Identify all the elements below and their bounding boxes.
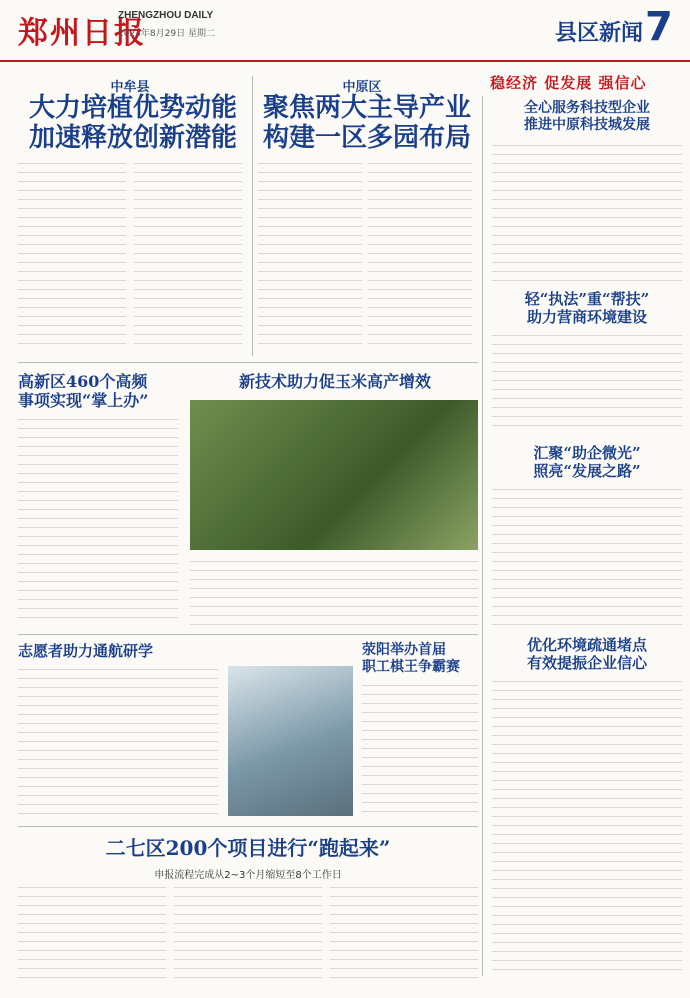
zhongyuan-body-2 (368, 160, 472, 350)
page-number: 7 (645, 4, 673, 50)
section-name: 县区新闻 (555, 20, 644, 46)
newspaper-logo-en: ZHENGZHOU DAILY (118, 10, 214, 21)
micro-headline: 汇聚“助企微光” 照亮“发展之路” (533, 444, 641, 480)
projects-body-2 (174, 884, 322, 984)
divider (18, 826, 478, 827)
projects-deck: 申报流程完成从2~3个月缩短至8个工作日 (154, 870, 342, 881)
optimize-headline: 优化环境疏通堵点 有效提振企业信心 (526, 636, 647, 672)
volunteer-body (18, 666, 218, 816)
gaoxin-body (18, 416, 178, 626)
xingyang-body (362, 682, 478, 816)
corn-body (190, 558, 478, 626)
dateline: 2023年8月29日 星期二 (118, 29, 215, 39)
newspaper-logo: 郑州日报 (18, 16, 146, 51)
zhongmou-body-2 (134, 160, 242, 350)
cornfield-photo (190, 400, 478, 550)
optimize-body (492, 678, 682, 978)
divider (18, 634, 478, 635)
projects-body-3 (330, 884, 478, 984)
zhongmou-headline: 大力培植优势动能 加速释放创新潜能 (28, 93, 237, 153)
xingyang-headline: 荥阳举办首届 职工棋王争霸赛 (362, 642, 460, 675)
divider (252, 76, 253, 356)
micro-body (492, 486, 682, 626)
service-headline: 全心服务科技型企业 推进中原科技城发展 (524, 100, 650, 133)
bus-photo (228, 666, 353, 816)
volunteer-headline: 志愿者助力通航研学 (18, 642, 154, 660)
zhongmou-body-1 (18, 160, 126, 350)
helper-headline: 轻“执法”重“帮扶” 助力营商环境建设 (524, 290, 650, 326)
service-body (492, 142, 682, 282)
divider (18, 362, 478, 363)
helper-body (492, 332, 682, 432)
zhongyuan-body-1 (258, 160, 362, 350)
projects-body-1 (18, 884, 166, 984)
zhongmou-kicker: 中牟县 (110, 80, 150, 95)
gaoxin-headline: 高新区460个高频 事项实现“掌上办” (18, 372, 149, 411)
slogan: 稳经济 促发展 强信心 (490, 74, 647, 92)
zhongyuan-headline: 聚焦两大主导产业 构建一区多园布局 (262, 93, 471, 153)
corn-headline: 新技术助力促玉米高产增效 (238, 372, 431, 391)
divider (482, 96, 483, 976)
masthead (0, 0, 690, 62)
zhongyuan-kicker: 中原区 (342, 80, 382, 95)
projects-headline: 二七区200个项目进行“跑起来” (105, 836, 391, 860)
